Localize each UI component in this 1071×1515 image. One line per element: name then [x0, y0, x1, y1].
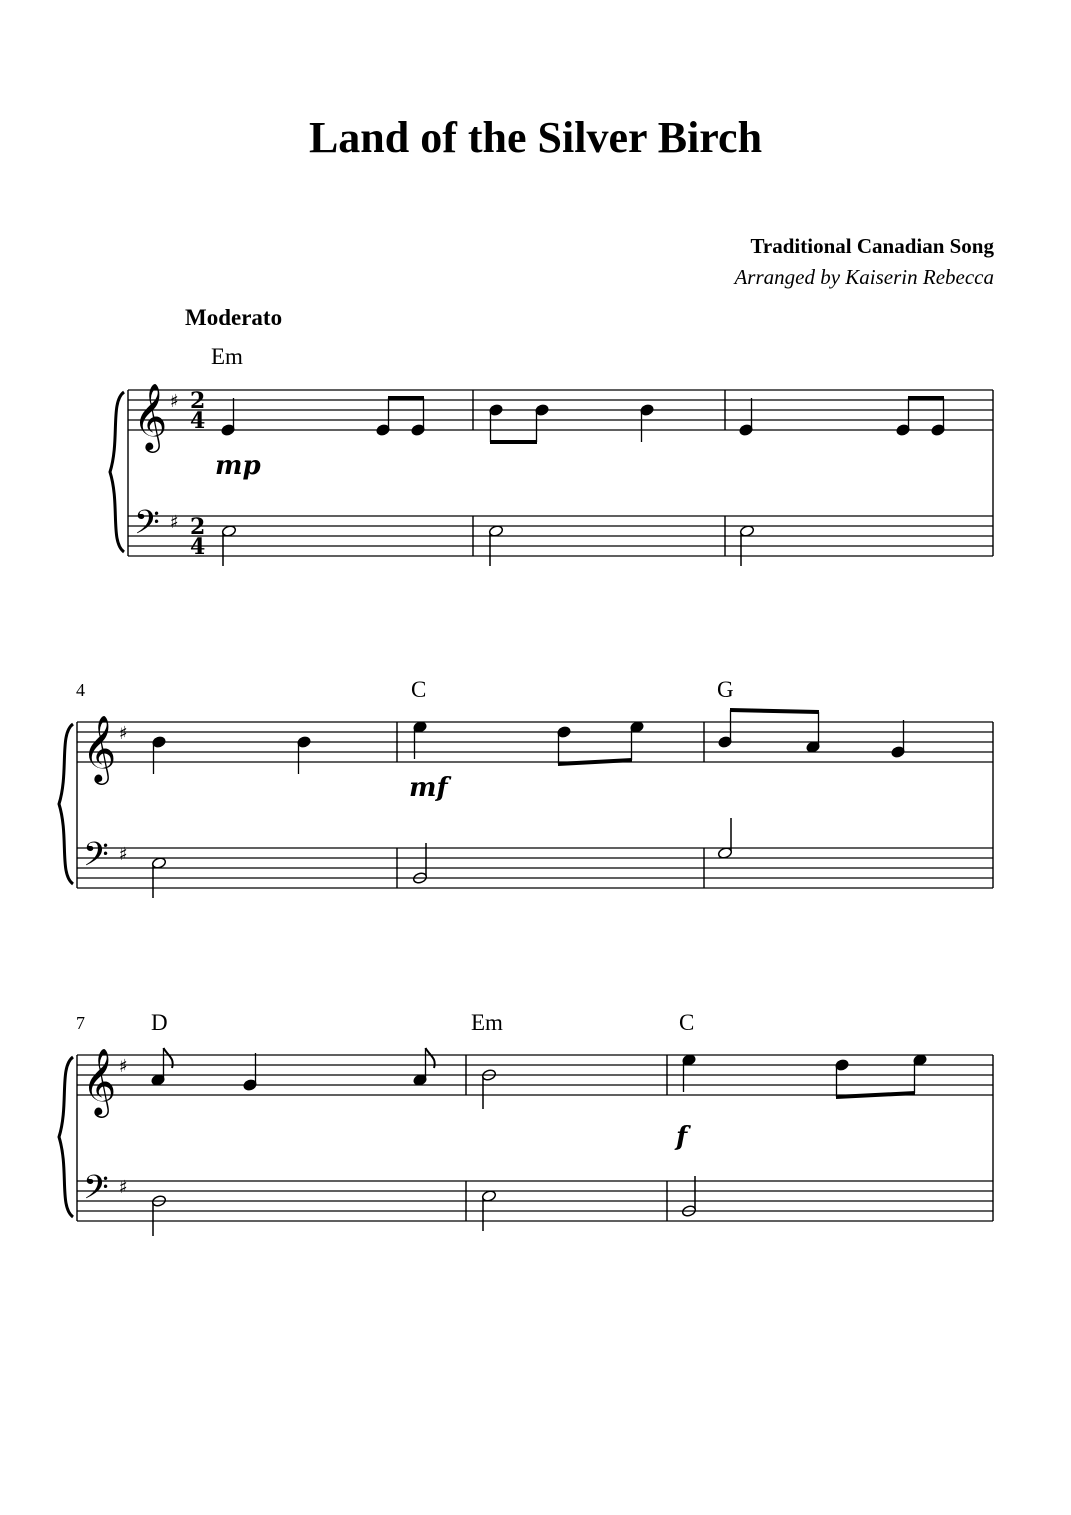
brace: [110, 392, 124, 552]
time-signature-bottom: 4: [190, 408, 206, 434]
chord-symbol: C: [411, 677, 427, 702]
treble-notes: [682, 1054, 927, 1099]
treble-staff: [128, 390, 993, 430]
arranger-credit: Arranged by Kaiserin Rebecca: [734, 265, 994, 289]
sharp-icon: ♯: [119, 844, 128, 865]
treble-clef-icon: 𝄞: [133, 382, 168, 450]
bass-notes: [151, 1176, 696, 1236]
composer-credit: Traditional Canadian Song: [750, 234, 994, 258]
bass-notes: [221, 525, 754, 566]
sharp-icon: ♯: [170, 512, 179, 533]
bass-clef-icon: 𝄢: [83, 1169, 109, 1215]
barlines: [77, 1055, 993, 1221]
treble-clef-icon: 𝄞: [82, 1047, 117, 1115]
chord-symbol: D: [151, 1010, 168, 1035]
sharp-icon: ♯: [170, 391, 179, 412]
chord-symbol: Em: [211, 344, 243, 369]
dynamic-marking: mp: [215, 451, 261, 481]
measure-number: 7: [76, 1013, 85, 1033]
bass-clef-icon: 𝄢: [134, 504, 160, 550]
tempo-marking: Moderato: [185, 305, 283, 330]
bass-staff: [77, 848, 993, 888]
measure-number: 4: [76, 680, 85, 700]
time-signature-top: 2: [190, 388, 206, 414]
chord-symbol: G: [717, 677, 734, 702]
system-2: [59, 677, 993, 898]
treble-clef-icon: 𝄞: [82, 714, 117, 782]
treble-notes: [152, 708, 905, 774]
dynamic-marking: mf: [409, 773, 448, 803]
bass-clef-icon: 𝄢: [83, 836, 109, 882]
barlines: [77, 722, 993, 888]
dynamic-marking: f: [676, 1122, 688, 1152]
system-3: [59, 1010, 993, 1236]
sharp-icon: ♯: [119, 1056, 128, 1077]
system-1: [110, 344, 993, 566]
time-signature-top: 2: [190, 514, 206, 540]
sharp-icon: ♯: [119, 1177, 128, 1198]
brace: [59, 1057, 73, 1217]
treble-staff: [77, 722, 993, 762]
treble-staff: [77, 1055, 993, 1095]
song-title: Land of the Silver Birch: [308, 113, 763, 162]
brace: [59, 724, 73, 884]
chord-symbol: C: [679, 1010, 695, 1035]
sharp-icon: ♯: [119, 723, 128, 744]
bass-staff: [128, 516, 993, 556]
chord-symbol: Em: [471, 1010, 503, 1035]
time-signature-bottom: 4: [190, 534, 206, 560]
bass-staff: [77, 1181, 993, 1221]
